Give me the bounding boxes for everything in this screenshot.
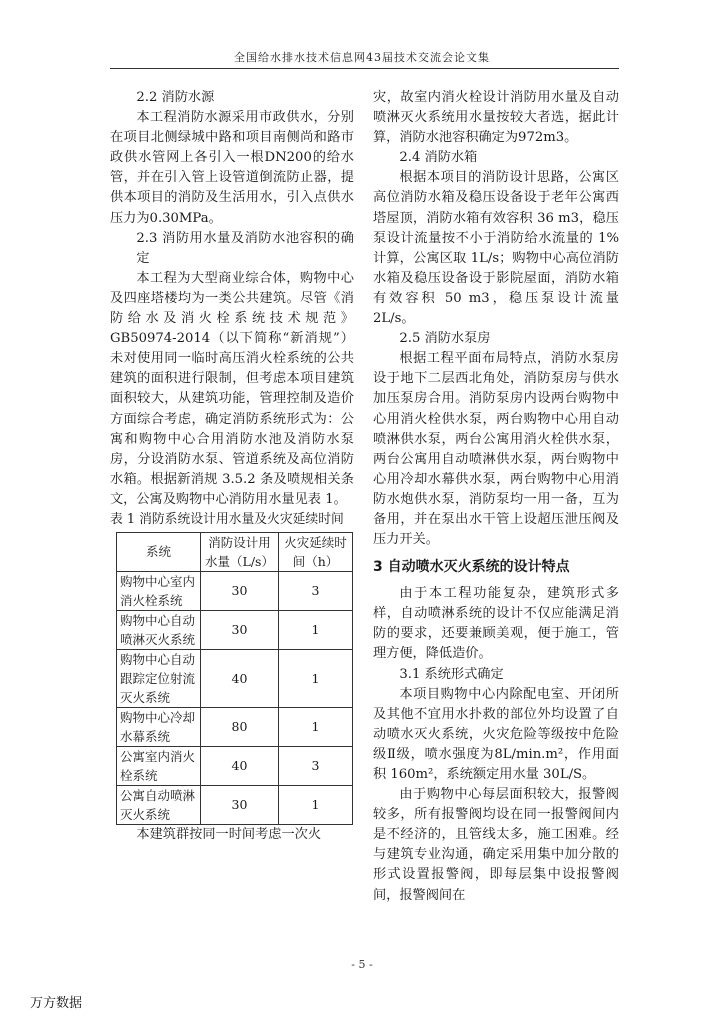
table-cell-duration: 1 <box>279 785 353 824</box>
table-cell-duration: 3 <box>279 746 353 785</box>
section-2-5-title: 2.5 消防水泵房 <box>399 331 491 347</box>
table-cell-system: 购物中心室内消火栓系统 <box>117 571 201 610</box>
paragraph-after-table: 本建筑群按同一时间考虑一次火 <box>136 826 322 842</box>
section-2-4-title: 2.4 消防水箱 <box>399 150 478 166</box>
table-cell-flow: 30 <box>201 571 279 610</box>
section-2-5-body: 根据工程平面布局特点，消防水泵房设于地下二层西北角处，消防泵房与供水加压泵房合用。消防泵房内设两台购物中心用消火栓供水泵，两台购物中心用自动喷淋供水泵，两台公寓用消火栓供水泵，两台公寓用自动喷淋供水泵，两台购物中心用冷却水幕供水泵，两台购物中心用消防水炮供水泵，消防泵均一用一备，互为备用，并在泵出水干管上设超压泄压阀及压力开关。 <box>373 351 619 548</box>
running-header: 全国给水排水技术信息网43届技术交流会论文集 <box>234 51 490 64</box>
right-column <box>373 88 619 906</box>
section-3-heading: 3 自动喷水灭火系统的设计特点 <box>373 559 570 576</box>
table-cell-duration: 1 <box>279 649 353 707</box>
table-row <box>117 746 353 785</box>
section-2-3-title: 2.3 消防用水量及消防水池容积的确定 <box>136 230 354 266</box>
table-cell-duration: 3 <box>279 571 353 610</box>
left-column <box>110 88 354 845</box>
table-row <box>117 610 353 649</box>
table-header-flow: 消防设计用水量（L/s） <box>201 532 279 571</box>
table-cell-system: 购物中心冷却水幕系统 <box>117 707 201 746</box>
section-2-2-body: 本工程消防水源采用市政供水，分别在项目北侧绿城中路和项目南侧尚和路市政供水管网上各引入一根DN200的给水管，并在引入管上设管道倒流防止器，提供本项目的消防及生活用水，引入点供水压力为0.30MPa。 <box>110 110 354 226</box>
section-3-1-title: 3.1 系统形式确定 <box>399 666 504 682</box>
table-cell-system: 购物中心自动跟踪定位射流灭火系统 <box>117 649 201 707</box>
section-2-4-body: 根据本项目的消防设计思路，公寓区高位消防水箱及稳压设备设于老年公寓西塔屋顶，消防水箱有效容积 36 m3，稳压泵设计流量按不小于消防给水流量的 1%计算，公寓区取 1L/s；购物中心高位消防水箱及稳压设备设于影院屋面，消防水箱有效容积 50 m3，稳压泵设计流量 2L/s。 <box>373 170 619 327</box>
table-cell-system: 公寓自动喷淋灭火系统 <box>117 785 201 824</box>
table-row <box>117 571 353 610</box>
page-number: - 5 - <box>351 958 373 971</box>
source-watermark: 万方数据 <box>30 996 83 1011</box>
table-header-row <box>117 532 353 571</box>
table-row <box>117 785 353 824</box>
section-2-2-title: 2.2 消防水源 <box>136 90 215 105</box>
table-1 <box>116 532 353 825</box>
table-cell-flow: 80 <box>201 707 279 746</box>
table-cell-flow: 40 <box>201 649 279 707</box>
table-cell-flow: 40 <box>201 746 279 785</box>
table-cell-system: 购物中心自动喷淋灭火系统 <box>117 610 201 649</box>
table-header-system: 系统 <box>117 532 201 571</box>
table-cell-flow: 30 <box>201 610 279 649</box>
table-cell-flow: 30 <box>201 785 279 824</box>
section-3-1-body: 本项目购物中心内除配电室、开闭所及其他不宜用水扑救的部位外均设置了自动喷水灭火系统，火灾危险等级按中危险级Ⅱ级，喷水强度为8L/min.m²，作用面积 160m²，系统额定用水量 30L/S。 <box>373 686 619 782</box>
section-3-body: 由于本工程功能复杂，建筑形式多样，自动喷淋系统的设计不仅应能满足消防的要求，还要兼顾美观，便于施工，管理方便，降低造价。 <box>373 586 619 662</box>
table-header-duration: 火灾延续时间（h） <box>279 532 353 571</box>
header-rule <box>110 68 619 69</box>
table-row <box>117 649 353 707</box>
table-1-caption: 表 1 消防系统设计用水量及火灾延续时间 <box>110 511 344 527</box>
section-2-3-body: 本工程为大型商业综合体，购物中心及四座塔楼均为一类公共建筑。尽管《消防给水及消火栓系统技术规范》GB50974-2014（以下简称“新消规”）未对使用同一临时高压消火栓系统的公共建筑的面积进行限制，但考虑本项目建筑面积较大，从建筑功能，管理控制及造价方面综合考虑，确定消防系统形式为：公寓和购物中心合用消防水池及消防水泵房，分设消防水泵、管道系统及高位消防水箱。根据新消规 3.5.2 条及喷规相关条文，公寓及购物中心消防用水量见表 1。 <box>110 270 354 507</box>
table-cell-system: 公寓室内消火栓系统 <box>117 746 201 785</box>
table-row <box>117 707 353 746</box>
table-cell-duration: 1 <box>279 707 353 746</box>
section-3-1-body-2: 由于购物中心每层面积较大，报警阀较多，所有报警阀均设在同一报警阀间内是不经济的，且管线太多，施工困难。经与建筑专业沟通，确定采用集中加分散的形式设置报警阀，即每层集中设报警阀间，报警阀间在 <box>373 787 619 903</box>
table-cell-duration: 1 <box>279 610 353 649</box>
continued-paragraph: 灾，故室内消火栓设计消防用水量及自动喷淋灭火系统用水量按较大者选，据此计算，消防水池容积确定为972m3。 <box>373 90 619 146</box>
